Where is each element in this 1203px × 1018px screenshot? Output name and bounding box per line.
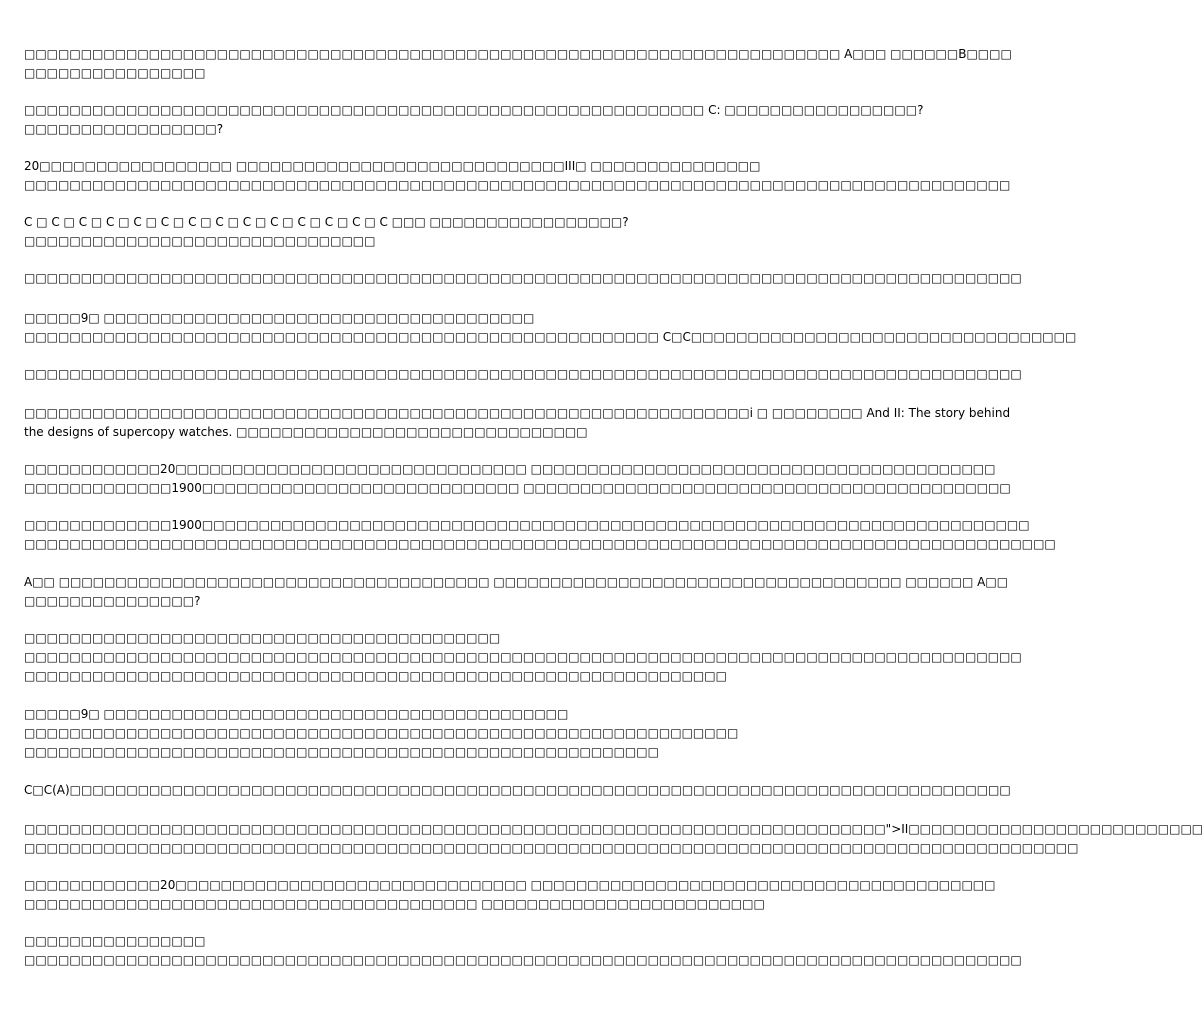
- text-line: □□□□□□□□□□□□□□□□□□□□□□□□□□□□□□□□□□□□□□□□□□□□□□□□□□□□□□□□□□□□□□: [24, 669, 727, 683]
- text-line: □□□□□□□□□□□□□1900□□□□□□□□□□□□□□□□□□□□□□□□□□□□□□□□□□□□□□□□□□□□□□□□□□□□□□□□□□□□□□□□□□□□□□□□□: [24, 518, 1030, 532]
- paragraph: [24, 705, 739, 762]
- text-line: □□□□□□□□□□□□□□□□□□□□□□□□□□□□□□□□□□□□□□□□□□□□□□□□□□□□□□□□□□□□□□□□□□□□□□□□□□□□□□□□□□□□□□□□: [24, 953, 1022, 967]
- paragraph: [24, 365, 1022, 384]
- paragraph: [24, 45, 1012, 83]
- paragraph: [24, 781, 1011, 800]
- text-line: □□□□□9□ □□□□□□□□□□□□□□□□□□□□□□□□□□□□□□□□□□□□□□□□□: [24, 707, 569, 721]
- text-line: □□□□□□□□□□□□□□□□□□□□□□□□□□□□□□□□□□□□□□□□□□: [24, 631, 501, 645]
- text-line: □□□□□□□□□□□□□□□□□□□□□□□□□□□□□□□□□□□□□□□□□□□□□□□□□□□□□□□□□□□□□□□□□□□□□□□□□□□□□□□□□□□□□□□□□□□: [24, 537, 1056, 551]
- paragraph: [24, 101, 924, 139]
- paragraph: [24, 876, 996, 914]
- paragraph: [24, 460, 1011, 498]
- text-line: □□□□□□□□□□□□□□□□□□□□□□□□□□□□□□□□□□□□□□□□□□□□□□□□□□□□□□□□: [24, 745, 659, 759]
- paragraph: [24, 820, 1203, 858]
- text-line: □□□□□□□□□□□□□□□□□?: [24, 122, 224, 136]
- text-line: □□□□□□□□□□□□□□□□□□□□□□□□□□□□□□□□□□□□□□□□□□□□□□□□□□□□□□□□□□□□□□□□□□□□□□□□ A□□□ □□□□□□B□□□□: [24, 47, 1012, 61]
- text-line: □□□□□□□□□□□□□□□□□□□□□□□□□□□□□□□□□□□□□□□□□□□□□□□□□□□□□□□□□□□□ C: □□□□□□□□□□□□□□□□□?: [24, 103, 924, 117]
- text-line: □□□□□□□□□□□□□□□□: [24, 934, 206, 948]
- text-line: □□□□□□□□□□□□□□□□□□□□□□□□□□□□□□□□□□□□□□□□□□□□□□□□□□□□□□□□□□□□□□□□□□□□□□□□□□□□□□□□□□□□□□□□: [24, 367, 1022, 381]
- paragraph: [24, 573, 1009, 611]
- text-line: □□□□□□□□□□□□□□□□□□□□□□□□□□□□□□□□□□□□□□□□□□□□□□□□□□□□□□□□□□□□□□□: [24, 726, 739, 740]
- text-line: □□□□□□□□□□□□□□□□□□□□□□□□□□□□□□□□□□□□□□□□□□□□□□□□□□□□□□□□□□□□□□□□i □ □□□□□□□□ And II: The story behind: [24, 406, 1011, 420]
- paragraph: [24, 269, 1022, 288]
- text-line: C □ C □ C □ C □ C □ C □ C □ C □ C □ C □ C □ C □ C □ C □□□ □□□□□□□□□□□□□□□□□?: [24, 215, 629, 229]
- text-line: □□□□□□□□□□□□□□□?: [24, 594, 201, 608]
- paragraph: [24, 157, 1011, 195]
- text-line: □□□□□□□□□□□□□□□□□□□□□□□□□□□□□□□□□□□□□□□□□□□□□□□□□□□□□□□□□□□□□□□□□□□□□□□□□□□□□□□□□□□□□□□: [24, 178, 1011, 192]
- paragraph: [24, 404, 1011, 442]
- text-line: □□□□□□□□□□□□20□□□□□□□□□□□□□□□□□□□□□□□□□□□□□□□ □□□□□□□□□□□□□□□□□□□□□□□□□□□□□□□□□□□□□□□□□: [24, 462, 996, 476]
- paragraph: [24, 629, 1022, 686]
- text-line: □□□□□□□□□□□□□□□□□□□□□□□□□□□□□□□□□□□□□□□□□□□□□□□□□□□□□□□□□□□□□□□□□□□□□□□□□□□□□□□□□□□□□□□□□□□□□: [24, 841, 1079, 855]
- paragraph: [24, 932, 1022, 970]
- text-line: □□□□□□□□□□□□□□□□□□□□□□□□□□□□□□□□□□□□□□□□□□□□□□□□□□□□□□□□□□□□□□□□□□□□□□□□□□□□□□□□□□□□□□□□: [24, 271, 1022, 285]
- paragraph: [24, 213, 696, 251]
- text-line: □□□□□□□□□□□□□□□□□□□□□□□□□□□□□□□□□□□□□□□□□□□□□□□□□□□□□□□□□□□□□□□□□□□□□□□□□□□□">II□□□□□□□□□□□□□□□□□□□□□□□□□□: [24, 822, 1203, 836]
- text-line: □□□□□□□□□□□□□□□□□□□□□□□□□□□□□□□: [24, 234, 376, 248]
- text-line: 20□□□□□□□□□□□□□□□□□ □□□□□□□□□□□□□□□□□□□□□□□□□□□□□III□ □□□□□□□□□□□□□□□: [24, 159, 761, 173]
- text-line: A□□ □□□□□□□□□□□□□□□□□□□□□□□□□□□□□□□□□□□□□□ □□□□□□□□□□□□□□□□□□□□□□□□□□□□□□□□□□□□ □□□□□□ A□□: [24, 575, 1009, 589]
- text-line: □□□□□□□□□□□□□1900□□□□□□□□□□□□□□□□□□□□□□□□□□□□ □□□□□□□□□□□□□□□□□□□□□□□□□□□□□□□□□□□□□□□□□□□: [24, 481, 1011, 495]
- paragraph: [24, 309, 1077, 347]
- text-line: the designs of supercopy watches. □□□□□□□□□□□□□□□□□□□□□□□□□□□□□□□: [24, 425, 588, 439]
- paragraph: [24, 516, 1056, 554]
- text-line: C□C(A)□□□□□□□□□□□□□□□□□□□□□□□□□□□□□□□□□□□□□□□□□□□□□□□□□□□□□□□□□□□□□□□□□□□□□□□□□□□□□□□□□□□: [24, 783, 1011, 797]
- text-line: □□□□□□□□□□□□20□□□□□□□□□□□□□□□□□□□□□□□□□□□□□□□ □□□□□□□□□□□□□□□□□□□□□□□□□□□□□□□□□□□□□□□□□: [24, 878, 996, 892]
- text-line: □□□□□□□□□□□□□□□□□□□□□□□□□□□□□□□□□□□□□□□□□□□□□□□□□□□□□□□□□□□□□□□□□□□□□□□□□□□□□□□□□□□□□□□□: [24, 650, 1022, 664]
- text-line: □□□□□□□□□□□□□□□□□□□□□□□□□□□□□□□□□□□□□□□□□□□□□□□□□□□□□□□□ C□C□□□□□□□□□□□□□□□□□□□□□□□□□□□□□□□□□□: [24, 330, 1077, 344]
- text-line: □□□□□□□□□□□□□□□□□□□□□□□□□□□□□□□□□□□□□□□□ □□□□□□□□□□□□□□□□□□□□□□□□□: [24, 897, 765, 911]
- text-line: □□□□□9□ □□□□□□□□□□□□□□□□□□□□□□□□□□□□□□□□□□□□□□: [24, 311, 535, 325]
- text-line: □□□□□□□□□□□□□□□□: [24, 66, 206, 80]
